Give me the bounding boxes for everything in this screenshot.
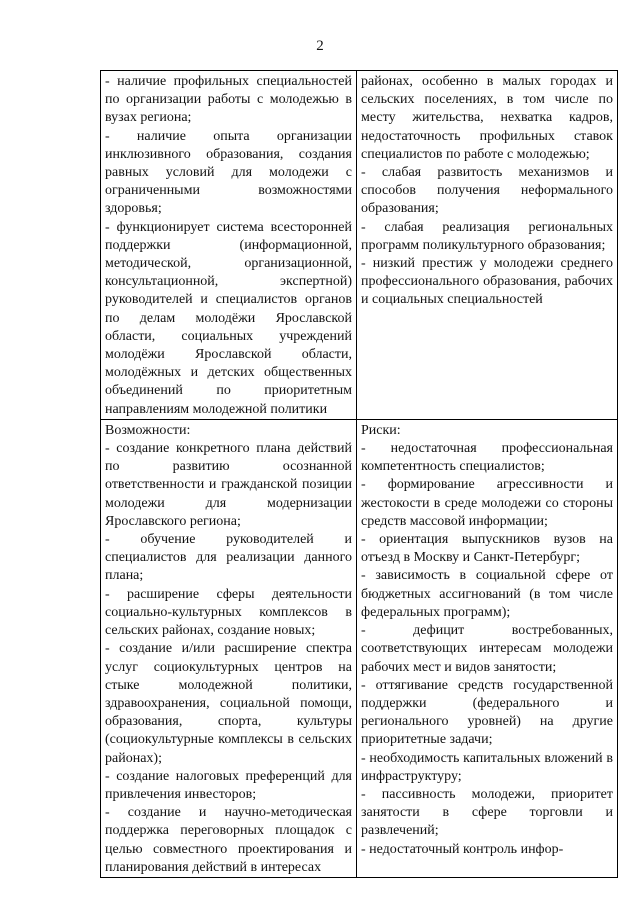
list-item: - слабая развитость механизмов и способов получения неформального образования; <box>361 165 613 217</box>
list-item: - создание конкретного плана действий по развитию осознанной ответственности и гражданской позиции молодежи для модернизации Ярославского региона; <box>105 441 352 529</box>
list-item: - формирование агрессивности и жестокости в среде молодежи со стороны средств массовой информации; <box>361 477 613 529</box>
page-number: 2 <box>316 38 324 54</box>
opportunities-cell <box>101 419 357 877</box>
list-item: - зависимость в социальной сфере от бюджетных ассигнований (в том числе федеральных программ); <box>361 568 613 620</box>
list-item: - функционирует система всесторонней поддержки (информационной, методической, организационной, консультационной, экспертной) руководителей и специалистов органов по делам молодёжи Ярославской области, социальных учреждений молодёжи Ярославской области, молодёжных и детских общественных объединений по приоритетным направлениям молодежной политики <box>105 219 352 417</box>
list-item: - создание и/или расширение спектра услуг социокультурных центров на стыке молодежной политики, здравоохранения, социальной помощи, образования, спорта, культуры (социокультурные комплексы в сельских районах); <box>105 641 352 766</box>
table-row <box>101 419 618 877</box>
list-item: - наличие профильных специальностей по организации работы с молодежью в вузах региона; <box>105 74 352 126</box>
list-item: - ориентация выпускников вузов на отъезд в Москву и Санкт-Петербург; <box>361 532 613 566</box>
list-item: - создание налоговых преференций для привлечения инвесторов; <box>105 768 352 802</box>
list-item: - наличие опыта организации инклюзивного образования, создания равных условий для молодежи с ограниченными возможностями здоровья; <box>105 128 352 217</box>
strengths-cell <box>101 71 357 420</box>
list-item: - необходимость капитальных вложений в инфраструктуру; <box>361 750 613 784</box>
list-item: - недостаточная профессиональная компетентность специалистов; <box>361 441 613 475</box>
list-item: - обучение руководителей и специалистов для реализации данного плана; <box>105 532 352 584</box>
opportunities-heading: Возможности: <box>105 422 191 438</box>
weaknesses-cell <box>357 71 618 420</box>
list-item: - расширение сферы деятельности социально-культурных комплексов в сельских районах, создание новых; <box>105 586 352 639</box>
list-item: - дефицит востребованных, соответствующих интересам молодежи рабочих мест и видов занятости; <box>361 623 613 675</box>
list-item: - создание и научно-методическая поддержка переговорных площадок с целью совместного проектирования и планирования действий в интересах <box>105 805 352 875</box>
threats-cell <box>357 419 618 877</box>
swot-table <box>100 70 618 878</box>
list-item: - недостаточный контроль инфор- <box>361 841 564 857</box>
list-item: - пассивность молодежи, приоритет занятости в сфере торговли и развлечений; <box>361 786 613 839</box>
list-item: районах, особенно в малых городах и сельских поселениях, в том числе по месту жительства, нехватка кадров, недостаточность профильных ставок специалистов по работе с молодежью; <box>361 74 613 162</box>
list-item: - низкий престиж у молодежи среднего профессионального образования, рабочих и социальных специальностей <box>361 256 613 308</box>
threats-heading: Риски: <box>361 422 401 438</box>
table-row <box>101 71 618 420</box>
list-item: - слабая реализация региональных программ поликультурного образования; <box>361 219 613 253</box>
list-item: - оттягивание средств государственной поддержки (федерального и регионального уровней) на другие приоритетные задачи; <box>361 677 613 748</box>
